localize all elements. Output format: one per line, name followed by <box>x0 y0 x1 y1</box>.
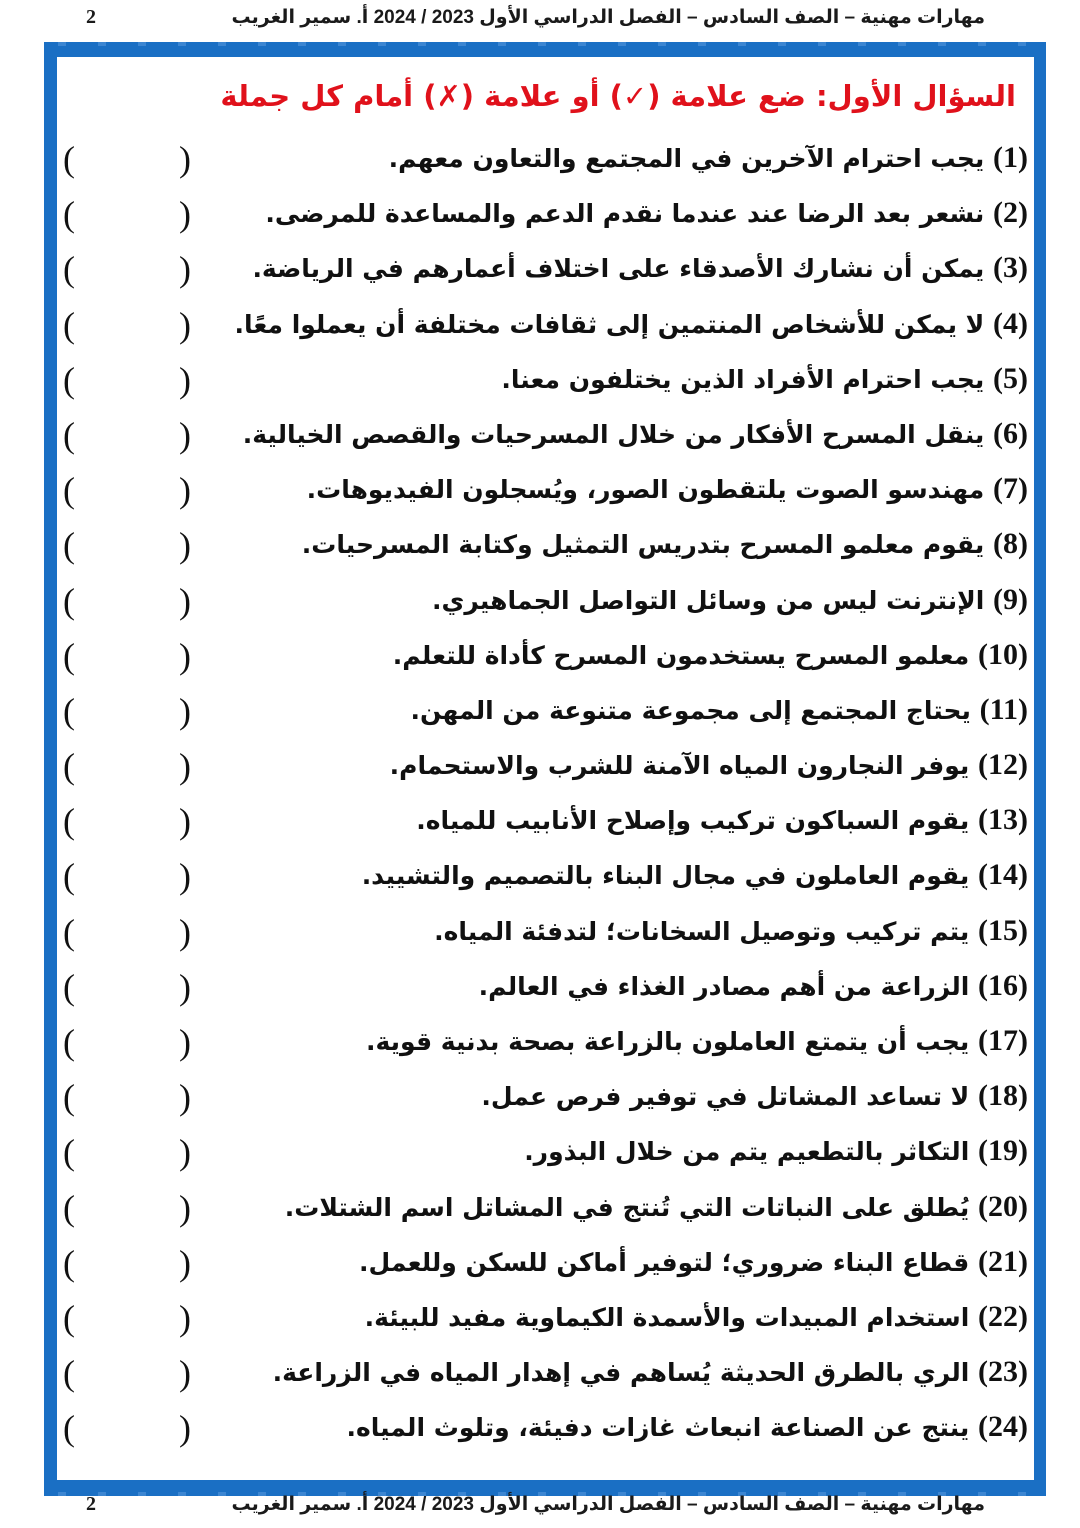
question-item <box>57 1237 1034 1292</box>
answer-paren-open: ( <box>63 304 75 345</box>
footer-page-number: 2 <box>86 1493 96 1515</box>
answer-paren-open: ( <box>63 1297 75 1338</box>
answer-paren-close: ) <box>179 470 191 511</box>
question-statement <box>359 1245 1028 1279</box>
question-statement <box>366 1024 1028 1058</box>
statement-text: قطاع البناء ضروري؛ لتوفير أماكن للسكن وللعمل. <box>359 1247 970 1277</box>
statement-text: الإنترنت ليس من وسائل التواصل الجماهيري. <box>431 585 985 615</box>
question-statement <box>389 141 1028 175</box>
question-number: (22) <box>978 1299 1028 1333</box>
statement-text: يوفر النجارون المياه الآمنة للشرب والاستحمام. <box>389 751 970 781</box>
statement-text: الزراعة من أهم مصادر الغذاء في العالم. <box>478 971 970 1001</box>
answer-blank[interactable] <box>63 523 191 567</box>
question-item <box>57 188 1034 243</box>
page-footer <box>0 1489 1080 1521</box>
answer-blank[interactable] <box>63 634 191 678</box>
answer-paren-close: ) <box>179 580 191 621</box>
answer-paren-open: ( <box>63 801 75 842</box>
answer-paren-open: ( <box>63 856 75 897</box>
answer-paren-open: ( <box>63 966 75 1007</box>
question-number: (12) <box>978 748 1028 782</box>
answer-paren-open: ( <box>63 139 75 179</box>
answer-paren-close: ) <box>179 1187 191 1228</box>
statement-text: يُطلق على النباتات التي تُنتج في المشاتل اسم الشتلات. <box>284 1192 970 1222</box>
statement-text: استخدام المبيدات والأسمدة الكيماوية مفيد للبيئة. <box>364 1302 970 1332</box>
question-item <box>57 906 1034 961</box>
question-number: (11) <box>979 692 1028 726</box>
answer-paren-close: ) <box>179 801 191 842</box>
statement-text: يجب احترام الأفراد الذين يختلفون معنا. <box>501 364 985 394</box>
answer-blank[interactable] <box>63 1186 191 1230</box>
question-statement <box>252 251 1028 285</box>
statement-text: يجب احترام الآخرين في المجتمع والتعاون معهم. <box>388 144 985 173</box>
answer-paren-close: ) <box>179 414 191 455</box>
answer-blank[interactable] <box>63 303 191 347</box>
statement-text: يقوم العاملون في مجال البناء بالتصميم والتشييد. <box>361 861 970 891</box>
statement-text: ينقل المسرح الأفكار من خلال المسرحيات والقصص الخيالية. <box>242 419 985 449</box>
answer-paren-close: ) <box>179 525 191 566</box>
answer-paren-open: ( <box>63 1187 75 1228</box>
answer-blank[interactable] <box>63 468 191 512</box>
answer-blank[interactable] <box>63 1075 191 1119</box>
answer-paren-close: ) <box>179 1022 191 1062</box>
answer-paren-close: ) <box>179 249 191 290</box>
question-item <box>57 519 1034 574</box>
statement-text: لا يمكن للأشخاص المنتمين إلى ثقافات مختلفة أن يعملوا معًا. <box>234 309 985 339</box>
question-statement <box>481 1079 1028 1113</box>
question-statement <box>393 638 1028 672</box>
statement-text: التكاثر بالتطعيم يتم من خلال البذور. <box>524 1137 970 1167</box>
answer-paren-open: ( <box>63 1022 75 1062</box>
answer-blank[interactable] <box>63 965 191 1009</box>
question-statement <box>524 1134 1028 1168</box>
question-number: (18) <box>978 1079 1028 1113</box>
question-statement <box>365 1300 1028 1334</box>
statement-text: يحتاج المجتمع إلى مجموعة متنوعة من المهن. <box>410 695 971 725</box>
question-number: (15) <box>978 913 1028 947</box>
question-statement <box>302 527 1028 561</box>
answer-blank[interactable] <box>63 192 191 236</box>
answer-paren-open: ( <box>63 911 75 952</box>
question-number: (13) <box>978 803 1028 837</box>
question-item <box>57 1071 1034 1126</box>
answer-paren-open: ( <box>63 580 75 621</box>
question-statement <box>235 307 1028 341</box>
answer-paren-close: ) <box>179 746 191 787</box>
answer-paren-close: ) <box>179 856 191 897</box>
answer-blank[interactable] <box>63 1020 191 1064</box>
answer-blank[interactable] <box>63 1241 191 1285</box>
answer-paren-close: ) <box>179 304 191 345</box>
header-text: مهارات مهنية – الصف السادس – الفصل الدراسي الأول 2023 / 2024 أ. سمير الغريب <box>231 7 985 28</box>
question-number: (24) <box>978 1410 1028 1444</box>
question-item <box>57 243 1034 298</box>
question-item <box>57 795 1034 850</box>
statement-text: يمكن أن نشارك الأصدقاء على اختلاف أعمارهم في الرياضة. <box>252 254 985 284</box>
answer-paren-close: ) <box>179 1408 191 1449</box>
frame-decorative-edge-top <box>44 42 1046 46</box>
question-number: (1) <box>993 141 1028 174</box>
statement-text: معلمو المسرح يستخدمون المسرح كأداة للتعلم. <box>392 640 970 670</box>
statement-text: نشعر بعد الرضا عند عندما نقدم الدعم والمساعدة للمرضى. <box>265 199 985 229</box>
answer-paren-close: ) <box>179 1077 191 1118</box>
question-number: (9) <box>993 582 1028 616</box>
answer-paren-open: ( <box>63 525 75 566</box>
page-header <box>0 2 1080 34</box>
answer-paren-close: ) <box>179 194 191 235</box>
question-number: (2) <box>993 196 1028 230</box>
question-number: (16) <box>978 968 1028 1002</box>
answer-blank[interactable] <box>63 413 191 457</box>
answer-paren-open: ( <box>63 359 75 400</box>
question-frame <box>44 44 1046 1493</box>
question-number: (19) <box>978 1134 1028 1168</box>
question-number: (21) <box>978 1244 1028 1278</box>
answer-paren-close: ) <box>179 359 191 400</box>
answer-blank[interactable] <box>63 689 191 733</box>
question-statement <box>265 196 1028 230</box>
question-item <box>57 1126 1034 1181</box>
question-item <box>57 1016 1034 1071</box>
answer-paren-close: ) <box>179 966 191 1007</box>
statement-text: لا تساعد المشاتل في توفير فرص عمل. <box>481 1082 970 1112</box>
question-number: (20) <box>978 1189 1028 1223</box>
answer-paren-open: ( <box>63 1408 75 1449</box>
question-item <box>57 354 1034 409</box>
answer-paren-open: ( <box>63 635 75 676</box>
header-page-number: 2 <box>86 6 96 28</box>
answer-paren-open: ( <box>63 1077 75 1118</box>
question-number: (8) <box>993 527 1028 561</box>
question-item <box>57 961 1034 1016</box>
statement-text: يقوم معلمو المسرح بتدريس التمثيل وكتابة المسرحيات. <box>301 530 985 560</box>
answer-paren-close: ) <box>179 911 191 952</box>
answer-blank[interactable] <box>63 799 191 843</box>
question-item <box>57 299 1034 354</box>
question-number: (3) <box>993 251 1028 285</box>
answer-paren-close: ) <box>179 139 191 179</box>
answer-paren-open: ( <box>63 470 75 511</box>
question-number: (10) <box>978 637 1028 671</box>
answer-paren-open: ( <box>63 690 75 731</box>
answer-paren-close: ) <box>179 1242 191 1283</box>
answer-blank[interactable] <box>63 1130 191 1174</box>
question-item <box>57 133 1034 188</box>
answer-paren-open: ( <box>63 194 75 235</box>
question-number: (7) <box>993 472 1028 506</box>
statement-text: يتم تركيب وتوصيل السخانات؛ لتدفئة المياه. <box>434 916 970 946</box>
answer-blank[interactable] <box>63 579 191 623</box>
question-number: (23) <box>978 1355 1028 1389</box>
answer-paren-open: ( <box>63 1132 75 1173</box>
question-number: (6) <box>993 416 1028 450</box>
question-item <box>57 1402 1034 1457</box>
question-item <box>57 685 1034 740</box>
answer-paren-open: ( <box>63 746 75 787</box>
answer-paren-open: ( <box>63 414 75 455</box>
question-statement <box>390 748 1028 782</box>
question-item <box>57 464 1034 519</box>
question-statement <box>479 969 1028 1003</box>
answer-blank[interactable] <box>63 1406 191 1450</box>
question-statement <box>346 1410 1028 1444</box>
question-statement <box>273 1355 1028 1389</box>
question-item <box>57 1292 1034 1347</box>
question-title: السؤال الأول: ضع علامة (✓) أو علامة (✗) أمام كل جملة <box>220 79 1016 113</box>
statement-text: الري بالطرق الحديثة يُساهم في إهدار المياه في الزراعة. <box>272 1358 970 1388</box>
answer-blank[interactable] <box>63 358 191 402</box>
statement-text: مهندسو الصوت يلتقطون الصور، ويُسجلون الفيديوهات. <box>306 475 985 505</box>
question-number: (17) <box>978 1024 1028 1057</box>
footer-text: مهارات مهنية – الصف السادس – الفصل الدراسي الأول 2023 / 2024 أ. سمير الغريب <box>231 1494 985 1515</box>
question-item <box>57 1182 1034 1237</box>
answer-paren-open: ( <box>63 1242 75 1283</box>
statement-text: يقوم السباكون تركيب وإصلاح الأنابيب للمياه. <box>416 806 970 836</box>
answer-paren-close: ) <box>179 1297 191 1338</box>
answer-blank[interactable] <box>63 247 191 291</box>
question-item <box>57 1347 1034 1402</box>
question-item <box>57 409 1034 464</box>
answer-paren-close: ) <box>179 1132 191 1173</box>
answer-paren-open: ( <box>63 1353 75 1394</box>
answer-blank[interactable] <box>63 1351 191 1395</box>
question-number: (5) <box>993 361 1028 395</box>
question-statement <box>362 858 1028 892</box>
answer-blank[interactable] <box>63 910 191 954</box>
answer-paren-close: ) <box>179 690 191 731</box>
question-number: (4) <box>993 306 1028 340</box>
question-item <box>57 740 1034 795</box>
answer-blank[interactable] <box>63 1296 191 1340</box>
question-statement <box>285 1190 1028 1224</box>
question-statement <box>432 583 1028 617</box>
question-statement <box>410 693 1028 727</box>
answer-paren-close: ) <box>179 1353 191 1394</box>
question-item <box>57 850 1034 905</box>
question-statement <box>307 472 1028 506</box>
statement-text: ينتج عن الصناعة انبعاث غازات دفيئة، وتلوث المياه. <box>346 1413 970 1443</box>
answer-blank[interactable] <box>63 854 191 898</box>
question-item <box>57 575 1034 630</box>
question-items-list <box>57 133 1034 1458</box>
answer-blank[interactable] <box>63 137 191 181</box>
question-item <box>57 630 1034 685</box>
statement-text: يجب أن يتمتع العاملون بالزراعة بصحة بدنية قوية. <box>366 1027 970 1056</box>
answer-blank[interactable] <box>63 744 191 788</box>
answer-paren-close: ) <box>179 635 191 676</box>
question-number: (14) <box>978 858 1028 892</box>
answer-paren-open: ( <box>63 249 75 290</box>
question-statement <box>416 803 1028 837</box>
question-statement <box>243 417 1028 451</box>
question-statement <box>501 362 1028 396</box>
question-statement <box>434 914 1028 948</box>
